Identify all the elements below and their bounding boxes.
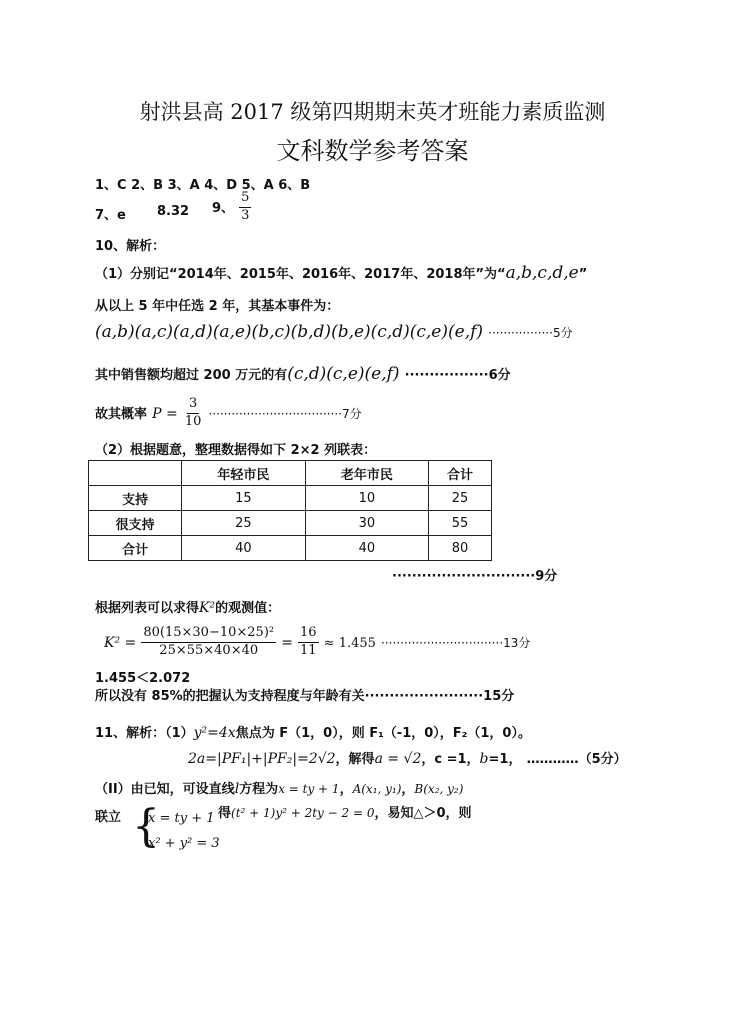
score-7: ···································7分	[208, 406, 362, 421]
table-header-row	[89, 461, 492, 486]
q10-part2-line: （2）根据题意，整理数据得如下 2×2 列联表：	[95, 443, 377, 458]
contingency-table	[88, 460, 492, 561]
q10-part1-line: （1）分别记“2014年、2015年、2016年、2017年、2018年”为“a,b,c,d,e”	[95, 263, 588, 283]
q10-conclusion: 所以没有 85%的把握认为支持程度与年龄有关························15分	[95, 689, 515, 704]
table-cell: 10	[305, 486, 428, 511]
q10-over-200: 其中销售额均超过 200 万元的有(c,d)(c,e)(e,f) ·················6分	[95, 364, 511, 384]
score-6: ·················6分	[404, 368, 511, 383]
q11-line-1: 11、解析：（1）y²=4x焦点为 F（1，0），则 F₁（-1，0），F₂（1，0）。	[95, 725, 531, 741]
page-title: 射洪县高 2017 级第四期期末英才班能力素质监测	[139, 100, 606, 124]
q10-events: (a,b)(a,c)(a,d)(a,e)(b,c)(b,d)(b,e)(c,d)(c,e)(e,f) ·················5分	[95, 322, 573, 342]
table-cell: 合计	[89, 536, 182, 561]
score-5: ·················5分	[488, 326, 573, 340]
k2-formula: K² = $\frac{\text{80(15×30−10×25)²}}{25\times 55\times 40\times 40}$ = $\frac{16}{11}$ ≈ 1.455 ································13分	[104, 625, 531, 658]
table-header: 老年市民	[305, 461, 428, 486]
q11-line-3: （II）由已知，可设直线l方程为x = ty + 1，A(x₁, y₁)，B(x₂, y₂)	[95, 781, 464, 797]
system-eq-2: x² + y² = 3	[148, 836, 220, 851]
table-row	[89, 536, 492, 561]
q10-heading: 10、解析：	[95, 239, 166, 254]
score-15: ························15分	[364, 689, 515, 704]
q11-line-2: 2a=|PF₁|+|PF₂|=2√2，解得a = √2，c =1，b=1， …………（5分）	[188, 751, 627, 767]
page-subtitle: 文科数学参考答案	[276, 137, 469, 165]
table-cell: 25	[429, 486, 492, 511]
table-cell: 40	[182, 536, 305, 561]
answers-row-1: 1、C 2、B 3、A 4、D 5、A 6、B	[95, 178, 311, 193]
score-9: ·····························9分	[392, 569, 558, 584]
table-cell: 很支持	[89, 511, 182, 536]
system-eq-1: x = ty + 1	[148, 811, 215, 826]
table-header: 年轻市民	[182, 461, 305, 486]
table-cell: 55	[429, 511, 492, 536]
table-cell: 40	[305, 536, 428, 561]
lianli-label: 联立	[95, 810, 122, 825]
score-5-paren: …………（5分）	[526, 752, 627, 767]
table-row	[89, 511, 492, 536]
answer-9-fraction: $\frac{5}{3}$	[241, 190, 250, 223]
q11-line-4: 得(t² + 1)y² + 2ty − 2 = 0，易知△＞0，则	[218, 806, 472, 821]
k2-fraction-simplified: $\frac{16}{11}$	[300, 625, 317, 658]
answer-7: 7、e	[95, 208, 126, 223]
table-row	[89, 486, 492, 511]
table-cell: 15	[182, 486, 305, 511]
table-cell: 支持	[89, 486, 182, 511]
system-brace: {	[132, 801, 160, 852]
k2-fraction: $\frac{\text{80(15×30−10×25)²}}{25\times 55\times 40\times 40}$	[143, 625, 275, 658]
q10-probability: 故其概率 P = $\frac{3}{10}$ ···································7分	[95, 396, 362, 429]
answer-8: 8.32	[157, 204, 190, 219]
q10-k2-intro: 根据列表可以求得K²的观测值：	[95, 600, 281, 616]
table-cell: 25	[182, 511, 305, 536]
score-13: ································13分	[381, 635, 531, 650]
probability-fraction: $\frac{3}{10}$	[184, 396, 202, 429]
q10-event-intro: 从以上 5 年中任选 2 年，其基本事件为：	[95, 299, 340, 314]
table-header: 合计	[429, 461, 492, 486]
table-cell: 30	[305, 511, 428, 536]
answer-9: 9、 $\frac{5}{3}$	[212, 190, 250, 223]
k2-compare: 1.455＜2.072	[95, 671, 191, 686]
table-cell: 80	[429, 536, 492, 561]
table-header	[89, 461, 182, 486]
